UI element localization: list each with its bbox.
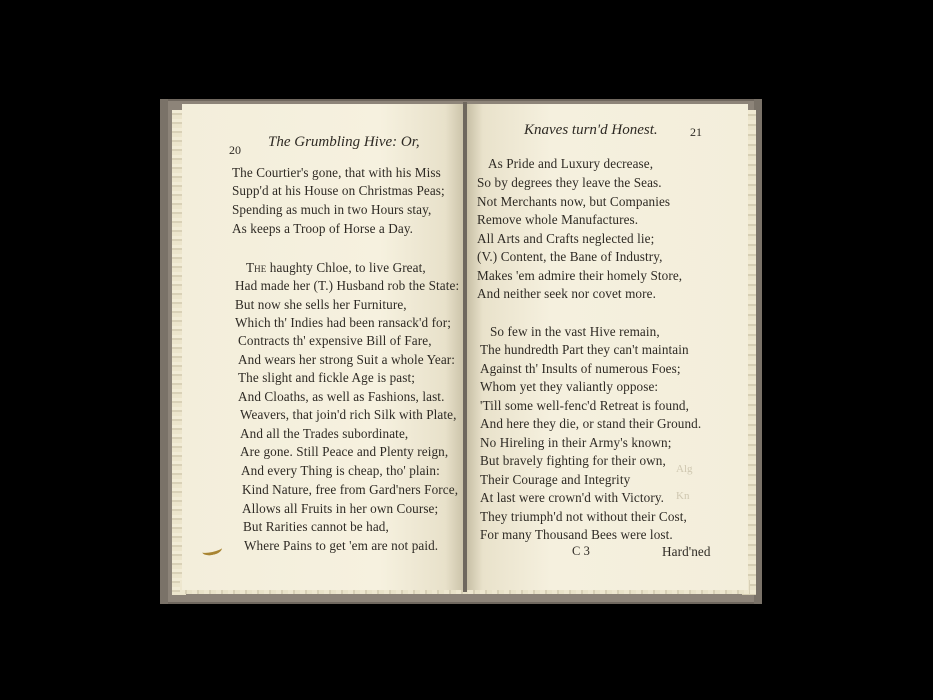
verse-line: And every Thing is cheap, tho' plain:: [241, 463, 440, 478]
verse-line: They triumph'd not without their Cost,: [480, 509, 687, 524]
signature-mark: C 3: [572, 544, 591, 558]
verse-line: So by degrees they leave the Seas.: [477, 175, 662, 190]
verse-line: And here they die, or stand their Ground.: [480, 416, 702, 431]
show-through-text: Alg: [676, 463, 693, 475]
verse-line: As keeps a Troop of Horse a Day.: [232, 221, 414, 236]
catchword: Hard'ned: [662, 544, 711, 559]
book-gutter: [463, 102, 467, 592]
verse-line: (V.) Content, the Bane of Industry,: [477, 249, 663, 264]
verse-line: Makes 'em admire their homely Store,: [477, 268, 683, 283]
verse-line: Kind Nature, free from Gard'ners Force,: [242, 482, 459, 497]
page-number-right: 21: [690, 125, 702, 139]
verse-line: At last were crown'd with Victory.: [480, 490, 665, 505]
running-head-left: The Grumbling Hive: Or,: [268, 134, 420, 150]
verse-line: And wears her strong Suit a whole Year:: [238, 352, 456, 367]
verse-line: Not Merchants now, but Companies: [477, 194, 671, 209]
verse-line: But bravely fighting for their own,: [480, 453, 666, 468]
verse-line: Supp'd at his House on Christmas Peas;: [232, 183, 445, 198]
verse-line: As Pride and Luxury decrease,: [488, 156, 654, 171]
verse-line-first: [246, 261, 426, 274]
running-head-right: Knaves turn'd Honest.: [524, 122, 658, 138]
page-number-left: 20: [229, 143, 241, 157]
cover-edge-left: [160, 99, 168, 604]
verse-line: Had made her (T.) Husband rob the State:: [235, 278, 460, 293]
verse-line: Contracts th' expensive Bill of Fare,: [238, 333, 432, 348]
verse-line: All Arts and Crafts neglected lie;: [477, 231, 655, 246]
verse-line: The hundredth Part they can't maintain: [480, 342, 689, 357]
verse-line: And neither seek nor covet more.: [477, 286, 656, 301]
verse-line: Where Pains to get 'em are not paid.: [244, 538, 439, 553]
verse-line: Remove whole Manufactures.: [477, 212, 639, 227]
verse-line: But Rarities cannot be had,: [243, 519, 389, 534]
verse-line: Allows all Fruits in her own Course;: [242, 501, 439, 516]
verse-line: And all the Trades subordinate,: [240, 426, 409, 441]
verse-line: Whom yet they valiantly oppose:: [480, 379, 659, 394]
show-through-text: Kn: [676, 490, 690, 502]
verse-line: No Hireling in their Army's known;: [480, 435, 672, 450]
verse-line: The slight and fickle Age is past;: [238, 370, 416, 385]
verse-line: For many Thousand Bees were lost.: [480, 527, 673, 542]
verse-line: Spending as much in two Hours stay,: [232, 202, 432, 217]
verse-line: So few in the vast Hive remain,: [490, 324, 660, 339]
verse-line: Their Courage and Integrity: [480, 472, 631, 487]
drop-word: The: [246, 260, 267, 275]
verse-line: Against th' Insults of numerous Foes;: [480, 361, 681, 376]
verse-line: Weavers, that join'd rich Silk with Plate,: [240, 407, 457, 422]
verse-line-rest: haughty Chloe, to live Great,: [269, 260, 426, 275]
verse-line: Are gone. Still Peace and Plenty reign,: [240, 444, 449, 459]
verse-line: But now she sells her Furniture,: [235, 297, 407, 312]
verse-line: Which th' Indies had been ransack'd for;: [235, 315, 452, 330]
verse-line: 'Till some well-fenc'd Retreat is found,: [480, 398, 689, 413]
verse-line: The Courtier's gone, that with his Miss: [232, 165, 441, 180]
verse-line: And Cloaths, as well as Fashions, last.: [238, 389, 445, 404]
